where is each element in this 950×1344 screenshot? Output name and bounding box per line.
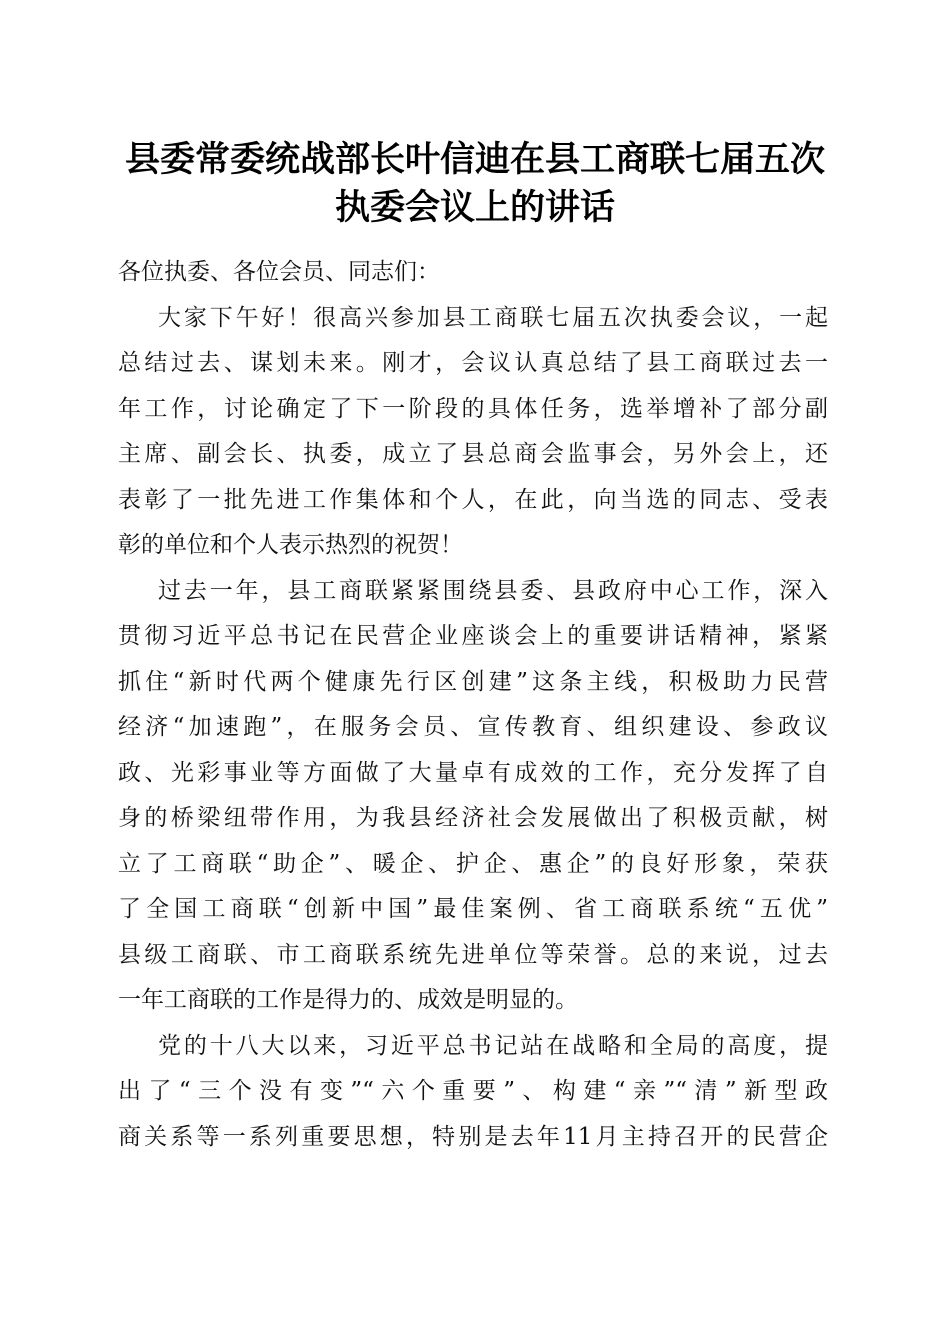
paragraph-line: 县级工商联、市工商联系统先进单位等荣誉。总的来说，过去 [118, 941, 828, 968]
paragraph-1 [118, 296, 828, 569]
paragraph-line: 党的十八大以来，习近平总书记站在战略和全局的高度，提 [158, 1032, 828, 1059]
paragraph-line: 贯彻习近平总书记在民营企业座谈会上的重要讲话精神，紧紧 [118, 623, 828, 649]
paragraph-3 [118, 1024, 828, 1161]
title-line-1: 县委常委统战部长叶信迪在县工商联七届五次 [124, 139, 825, 180]
paragraph-line: 商关系等一系列重要思想，特别是去年11月主持召开的民营企 [118, 1123, 828, 1150]
paragraph-line: 身的桥梁纽带作用，为我县经济社会发展做出了积极贡献，树 [118, 805, 828, 831]
paragraph-line: 彰的单位和个人表示热烈的祝贺！ [118, 532, 463, 558]
paragraph-line: 主席、副会长、执委，成立了县总商会监事会，另外会上，还 [118, 441, 828, 467]
paragraph-line: 经济“加速跑”，在服务会员、宣传教育、组织建设、参政议 [118, 714, 828, 740]
paragraph-line: 过去一年，县工商联紧紧围绕县委、县政府中心工作，深入 [158, 577, 828, 604]
paragraph-line: 抓住“新时代两个健康先行区创建”这条主线，积极助力民营 [118, 668, 828, 695]
paragraph-line: 一年工商联的工作是得力的、成效是明显的。 [118, 987, 578, 1013]
paragraph-line: 立了工商联“助企”、暖企、护企、惠企”的良好形象，荣获 [118, 850, 828, 877]
salutation: 各位执委、各位会员、同志们： [118, 259, 440, 285]
paragraph-line: 年工作，讨论确定了下一阶段的具体任务，选举增补了部分副 [118, 395, 828, 422]
paragraph-line: 了全国工商联“创新中国”最佳案例、省工商联系统“五优” [118, 896, 828, 922]
paragraph-line: 总结过去、谋划未来。刚才，会议认真总结了县工商联过去一 [118, 350, 828, 376]
title-line-2: 执委会议上的讲话 [334, 187, 615, 228]
paragraph-line: 大家下午好！很高兴参加县工商联七届五次执委会议，一起 [158, 304, 828, 331]
document-body [118, 250, 828, 1160]
document-title [100, 136, 850, 232]
paragraph-line: 表彰了一批先进工作集体和个人，在此，向当选的同志、受表 [118, 486, 828, 513]
paragraph-line: 政、光彩事业等方面做了大量卓有成效的工作，充分发挥了自 [118, 759, 828, 786]
paragraph-line: 出了“三个没有变”“六个重要”、构建“亲”“清”新型政 [118, 1078, 828, 1104]
paragraph-2 [118, 569, 828, 1024]
